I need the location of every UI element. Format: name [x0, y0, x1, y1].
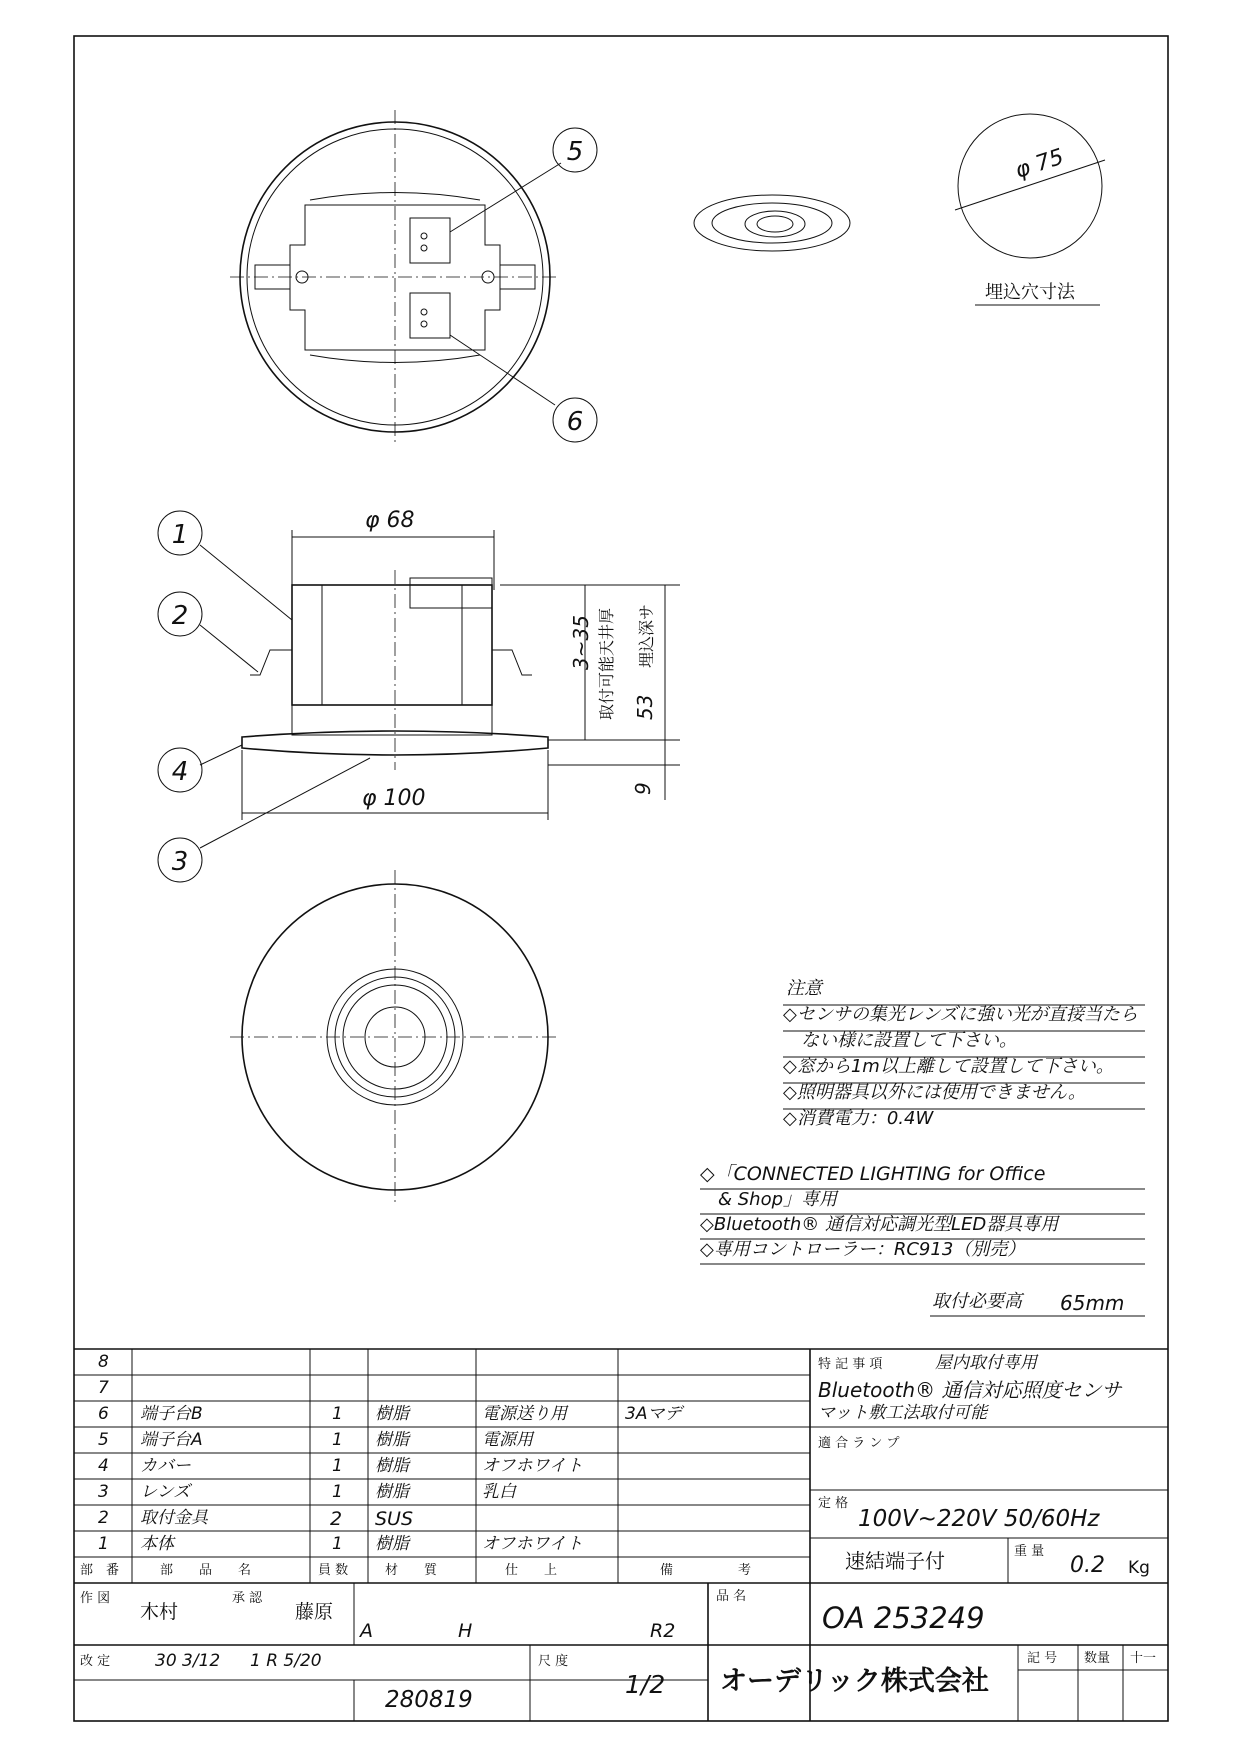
row-qty: 2 [330, 1508, 343, 1530]
code-h: H [458, 1620, 473, 1642]
header-no: 部 番 [80, 1563, 120, 1578]
dim-top: φ 68 [365, 508, 415, 533]
row-finish: オフホワイト [482, 1456, 583, 1476]
row-name: 端子台B [140, 1404, 203, 1424]
parts-table-grid [74, 1349, 1168, 1721]
code-r: R2 [650, 1620, 676, 1642]
special-1: 屋内取付専用 [935, 1353, 1037, 1373]
row-no: 7 [98, 1378, 109, 1398]
notes-heading: 注意 [786, 978, 822, 999]
row-name: 本体 [140, 1534, 174, 1554]
row-qty: 1 [332, 1430, 343, 1450]
special-2: Bluetooth® 通信対応照度センサ [818, 1378, 1122, 1402]
product-no: OA 253249 [822, 1601, 985, 1635]
product-label: 品 名 [716, 1589, 747, 1604]
dim-ceiling-label: 取付可能天井厚 [597, 607, 616, 720]
hole-diameter: φ 75 [1012, 144, 1067, 184]
row-material: 樹脂 [375, 1482, 409, 1502]
note2-line-2: & Shop」専用 [700, 1189, 838, 1210]
row-material: 樹脂 [375, 1404, 409, 1424]
dim-flange: 9 [631, 782, 655, 795]
hole-view [955, 114, 1105, 305]
perspective-view [694, 195, 850, 251]
code-a: A [360, 1620, 373, 1642]
callout-1: 1 [171, 520, 189, 550]
note2-line-4: ◇専用コントローラー：RC913（別売） [700, 1239, 1026, 1260]
row-name: レンズ [140, 1482, 191, 1502]
lamp-label: 適 合 ラ ン プ [818, 1436, 900, 1451]
dim-bottom: φ 100 [362, 786, 426, 811]
row-no: 8 [98, 1352, 109, 1372]
revision-2: 1 R 5/20 [250, 1651, 322, 1671]
row-no: 2 [98, 1508, 109, 1528]
company-name: オーデリック株式会社 [720, 1666, 989, 1697]
approved-label: 承 認 [232, 1591, 263, 1606]
approved-by: 藤原 [295, 1601, 334, 1623]
mark-10: 十一 [1130, 1651, 1157, 1666]
note-line-3: ◇窓から1m以上離して設置して下さい。 [783, 1056, 1114, 1077]
drawn-label: 作 図 [80, 1591, 111, 1606]
row-no: 4 [98, 1456, 109, 1476]
terminal-note: 速結端子付 [845, 1549, 945, 1573]
header-material: 材 質 [385, 1563, 438, 1578]
revision-1: 30 3/12 [155, 1651, 221, 1671]
drawn-by: 木村 [140, 1601, 179, 1623]
note2-line-1: ◇「CONNECTED LIGHTING for Office [700, 1163, 1046, 1185]
weight-value: 0.2 [1070, 1553, 1105, 1578]
hole-caption: 埋込穴寸法 [985, 282, 1075, 303]
callout-4: 4 [171, 757, 189, 787]
row-finish: 電源送り用 [482, 1404, 567, 1424]
row-no: 3 [98, 1482, 109, 1502]
callout-3: 3 [171, 847, 189, 877]
dim-embed-label: 埋込深サ [637, 603, 656, 668]
header-name: 部 品 名 [160, 1563, 252, 1578]
note-line-1: ◇センサの集光レンズに強い光が直接当たら [783, 1004, 1138, 1025]
callout-2: 2 [171, 601, 189, 631]
callout-5: 5 [566, 137, 584, 167]
row-name: 端子台A [140, 1430, 203, 1450]
header-finish: 仕 上 [505, 1563, 558, 1578]
row-material: 樹脂 [375, 1456, 409, 1476]
special-label: 特 記 事 項 [818, 1357, 883, 1372]
row-name: 取付金具 [140, 1508, 208, 1528]
row-qty: 1 [332, 1482, 343, 1502]
terminal-a [410, 218, 450, 263]
row-finish: 乳白 [482, 1482, 516, 1502]
qty-label: 数量 [1084, 1651, 1111, 1666]
scale: 1/2 [625, 1670, 666, 1699]
dim-ceiling-range: 3~35 [569, 615, 593, 670]
row-finish: 電源用 [482, 1430, 533, 1450]
row-no: 5 [98, 1430, 109, 1450]
row-qty: 1 [332, 1404, 343, 1424]
row-name: カバー [140, 1456, 191, 1476]
row-qty: 1 [332, 1534, 343, 1554]
dim-embed-depth: 53 [633, 694, 657, 720]
note2-line-3: ◇Bluetooth® 通信対応調光型LED器具専用 [700, 1214, 1059, 1235]
mount-height-label: 取付必要高 [932, 1291, 1022, 1312]
top-view [230, 110, 597, 445]
row-material: SUS [375, 1508, 414, 1530]
row-qty: 1 [332, 1456, 343, 1476]
mount-height-value: 65mm [1060, 1291, 1125, 1315]
row-remark: 3Aマデ [625, 1404, 682, 1424]
header-qty: 員 数 [318, 1563, 349, 1578]
note-line-4: ◇照明器具以外には使用できません。 [783, 1082, 1086, 1103]
scale-label: 尺 度 [538, 1654, 569, 1669]
callout-6: 6 [566, 407, 584, 437]
rating-label: 定 格 [818, 1496, 849, 1511]
rating-value: 100V~220V 50/60Hz [858, 1506, 1100, 1532]
revision-label: 改 定 [80, 1654, 111, 1669]
terminal-b [410, 293, 450, 338]
row-material: 樹脂 [375, 1534, 409, 1554]
note-line-2: ない様に設置して下さい。 [783, 1030, 1017, 1051]
drawing-no: 280819 [385, 1687, 473, 1713]
special-3: マット敷工法取付可能 [818, 1403, 988, 1423]
bottom-view [230, 870, 560, 1205]
side-view [158, 508, 680, 882]
weight-label: 重 量 [1014, 1544, 1045, 1559]
row-finish: オフホワイト [482, 1534, 583, 1554]
weight-unit: Kg [1128, 1558, 1150, 1578]
row-material: 樹脂 [375, 1430, 409, 1450]
note-line-5: ◇消費電力：0.4W [783, 1108, 934, 1129]
note-lines [700, 1005, 1145, 1316]
row-no: 6 [98, 1404, 109, 1424]
mark-label: 記 号 [1027, 1651, 1058, 1666]
header-remark: 備 考 [660, 1563, 752, 1578]
row-no: 1 [98, 1534, 109, 1554]
